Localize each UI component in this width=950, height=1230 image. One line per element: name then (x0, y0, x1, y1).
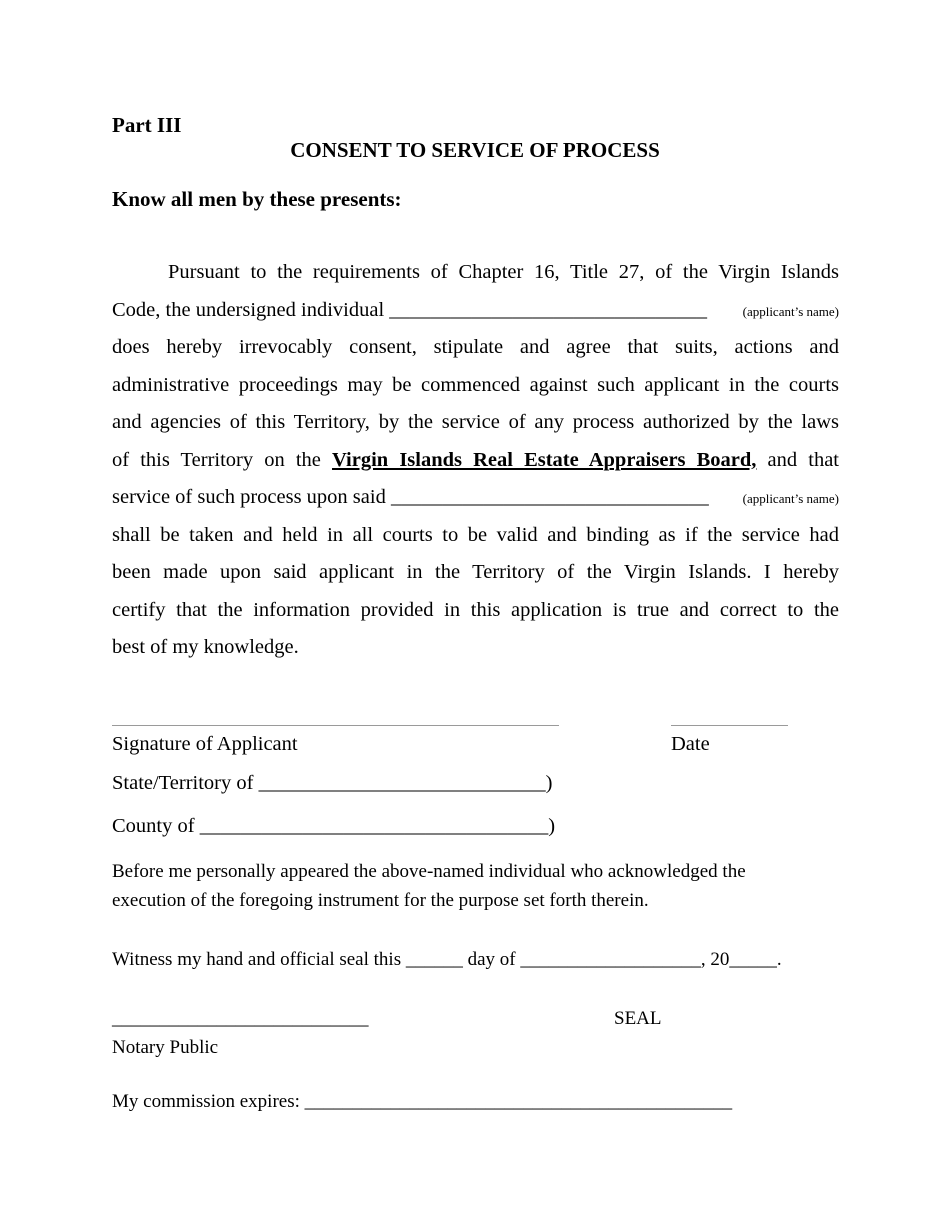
seal-label: SEAL (614, 1008, 662, 1029)
county-field[interactable]: County of __________________________________) (112, 815, 556, 837)
paragraph-line: shall be taken and held in all courts to be valid and binding as if the service had (112, 523, 839, 546)
notary-public-label: Notary Public (112, 1037, 219, 1058)
paragraph-line: does hereby irrevocably consent, stipulate and agree that suits, actions and (112, 336, 839, 358)
paragraph-line: and agencies of this Territory, by the service of any process authorized by the laws (112, 411, 839, 433)
paragraph-line: of this Territory on the Virgin Islands Real Estate Appraisers Board, and that (112, 448, 840, 471)
applicant-name-field[interactable]: Code, the undersigned individual _______________________________ (112, 298, 708, 321)
paragraph-line: Pursuant to the requirements of Chapter 16, Title 27, of the Virgin Islands (168, 261, 839, 283)
paragraph-line: been made upon said applicant in the Territory of the Virgin Islands. I hereby (112, 561, 839, 583)
signature-line[interactable] (112, 725, 559, 726)
commission-expires-field[interactable]: My commission expires: _____________________________________________ (112, 1091, 733, 1112)
paragraph-line: administrative proceedings may be commenced against such applicant in the courts (112, 373, 839, 396)
date-line[interactable] (671, 725, 788, 726)
applicant-name-field[interactable]: service of such process upon said _______________________________ (112, 486, 709, 508)
signature-label: Signature of Applicant (112, 733, 298, 755)
paragraph-line (112, 479, 839, 517)
paragraph-line: best of my knowledge. (112, 636, 299, 658)
page-title: CONSENT TO SERVICE OF PROCESS (290, 138, 660, 162)
notary-signature-field[interactable]: ___________________________ (112, 1008, 369, 1029)
state-territory-field[interactable]: State/Territory of ____________________________) (112, 772, 553, 794)
date-label: Date (671, 733, 710, 755)
paragraph-line: certify that the information provided in this application is true and correct to the (112, 598, 839, 621)
acknowledgment-line: execution of the foregoing instrument for the purpose set forth therein. (112, 890, 649, 911)
board-name: Virgin Islands Real Estate Appraisers Board, (332, 448, 757, 471)
witness-field[interactable]: Witness my hand and official seal this ______ day of ___________________, 20_____. (112, 949, 782, 970)
consent-paragraph (112, 254, 839, 667)
applicant-name-note: (applicant’s name) (742, 491, 839, 506)
applicant-name-note: (applicant’s name) (742, 303, 839, 319)
intro-heading: Know all men by these presents: (112, 187, 402, 211)
part-label: Part III (112, 113, 182, 137)
paragraph-line (112, 292, 839, 330)
acknowledgment-line: Before me personally appeared the above-named individual who acknowledged the (112, 861, 746, 882)
